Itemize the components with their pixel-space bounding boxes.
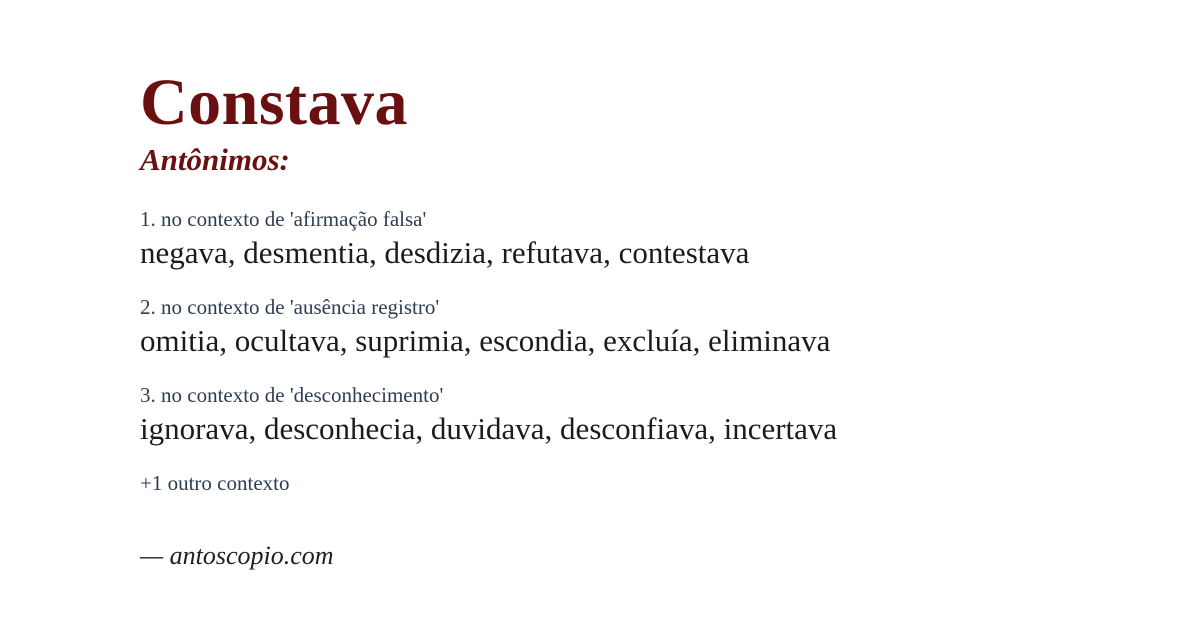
context-label: 3. no contexto de 'desconhecimento' xyxy=(140,383,444,408)
more-contexts-link[interactable]: +1 outro contexto xyxy=(140,471,290,496)
antonyms-heading: Antônimos: xyxy=(140,142,290,177)
antonyms-list: omitia, ocultava, suprimia, escondia, excluía, eliminava xyxy=(140,322,831,358)
context-label: 1. no contexto de 'afirmação falsa' xyxy=(140,207,427,232)
context-item-1 xyxy=(140,206,1140,272)
source-attribution: — antoscopio.com xyxy=(140,540,334,570)
context-item-3 xyxy=(140,382,1140,448)
context-item-2 xyxy=(140,294,1140,360)
antonyms-list: ignorava, desconhecia, duvidava, desconfiava, incertava xyxy=(140,410,838,446)
context-label: 2. no contexto de 'ausência registro' xyxy=(140,295,440,320)
page-title: Constava xyxy=(140,66,409,139)
contexts-list xyxy=(140,206,1140,448)
antonyms-list: negava, desmentia, desdizia, refutava, contestava xyxy=(140,234,750,270)
